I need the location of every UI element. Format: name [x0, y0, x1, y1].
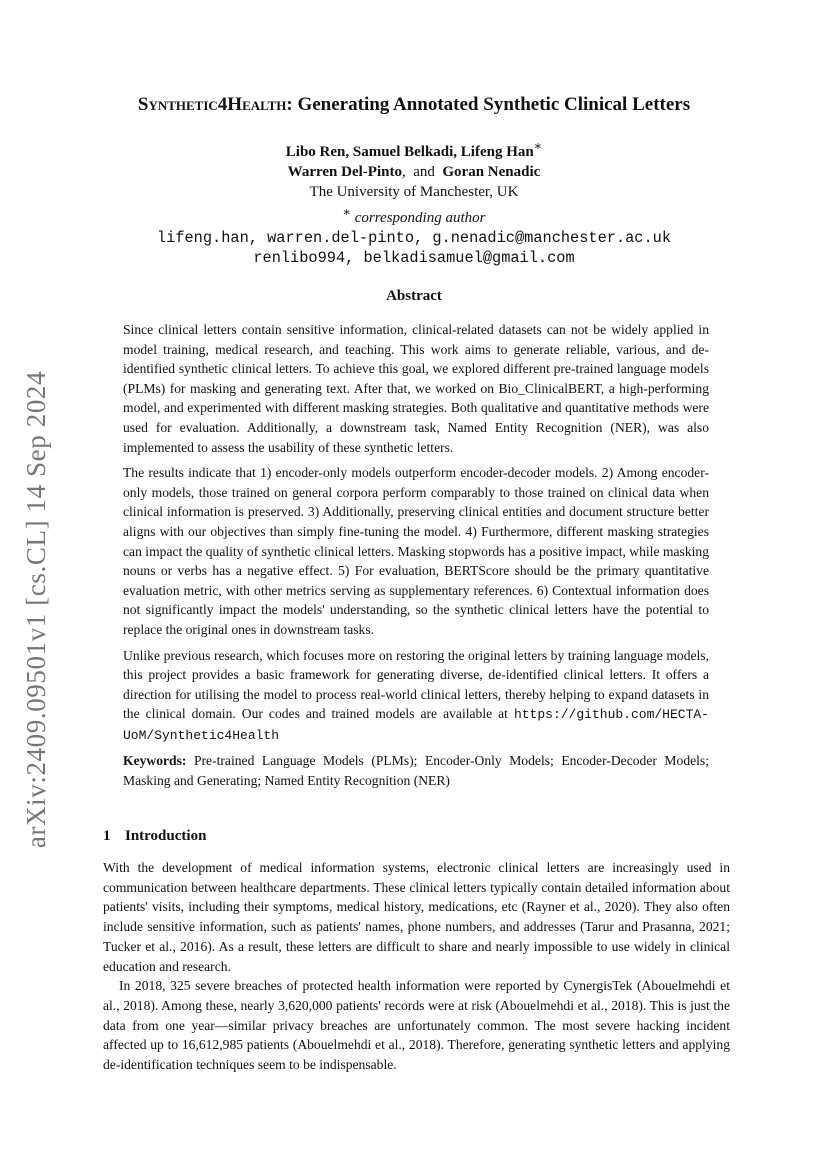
- author-line-2: [0, 162, 828, 182]
- abstract-paragraph-3: [123, 646, 709, 746]
- abstract-paragraph-2: The results indicate that 1) encoder-only models outperform encoder-decoder models. 2) Among encoder-only models, those trained on general corpora perform comparably to those trained on clinical data when clinical information is preserved. 3) Additionally, preserving clinical entities and document structure better aligns with our objectives than simply fine-tuning the model. 4) Furthermore, different masking strategies can impact the quality of synthetic clinical letters. Masking stopwords has a positive impact, while masking nouns or verbs has a negative effect. 5) For evaluation, BERTScore should be the primary quantitative evaluation metric, with other metrics serving as supplementary references. 6) Contextual information does not significantly impact the models' understanding, so the synthetic clinical letters have the potential to replace the original ones in downstream tasks.: [123, 465, 709, 637]
- author-name-nenadic: Goran Nenadic: [442, 164, 541, 180]
- title-rest: : Generating Annotated Synthetic Clinical Letters: [286, 94, 691, 115]
- keywords-list: Pre-trained Language Models (PLMs); Encoder-Only Models; Encoder-Decoder Models; Masking and Generating; Named Entity Recognition (NER): [123, 753, 709, 789]
- section-number: 1: [103, 828, 111, 844]
- abstract-body: [123, 320, 709, 797]
- arxiv-identifier-text: arXiv:2409.09501v1 [cs.CL] 14 Sep 2024: [21, 370, 52, 848]
- keywords-label: Keywords:: [123, 753, 187, 769]
- corresponding-note-mark: ∗: [342, 205, 352, 219]
- abstract-paragraph-1: Since clinical letters contain sensitive information, clinical-related datasets can not be widely applied in model training, medical research, and teaching. This work aims to generate reliable, various, and de-identified synthetic clinical letters. To achieve this goal, we explored different pre-trained language models (PLMs) for masking and generating text. After that, we worked on Bio_ClinicalBERT, a high-performing model, and experimented with different masking strategies. Both qualitative and quantitative methods were used for evaluation. Additionally, a downstream task, Named Entity Recognition (NER), was also implemented to assess the usability of these synthetic letters.: [123, 322, 709, 455]
- section-title: Introduction: [125, 828, 207, 844]
- keywords: [123, 751, 709, 790]
- author-names-1: Libo Ren, Samuel Belkadi, Lifeng Han: [285, 144, 534, 160]
- github-link[interactable]: https://github.com/HECTA-UoM/Synthetic4Health: [123, 707, 709, 743]
- author-line-1: [0, 136, 828, 162]
- introduction-body: [103, 858, 730, 1075]
- intro-paragraph-2: In 2018, 325 severe breaches of protected health information were reported by CynergisTek (Abouelmehdi et al., 2018). Among these, nearly 3,620,000 patients' records were at risk (Abouelmehdi et al., 2018). This is just the data from one year—similar privacy breaches are unfortunately common. The most severe hacking incident affected up to 16,612,985 patients (Abouelmehdi et al., 2018). Therefore, generating synthetic letters and applying de-identification techniques seem to be indispensable.: [103, 978, 730, 1073]
- author-name-del-pinto: Warren Del-Pinto: [287, 164, 402, 180]
- corresponding-mark: ∗: [533, 139, 543, 153]
- abstract-heading: Abstract: [386, 288, 442, 304]
- corresponding-note: [0, 202, 828, 228]
- arxiv-identifier: [22, 368, 52, 850]
- email-line-2: renlibo994, belkadisamuel@gmail.com: [253, 249, 575, 267]
- section-heading-introduction: [103, 828, 206, 845]
- corresponding-note-text: corresponding author: [351, 210, 486, 226]
- author-separator: , and: [401, 164, 443, 180]
- affiliation: The University of Manchester, UK: [309, 184, 519, 200]
- author-block: [0, 136, 828, 268]
- intro-paragraph-1: With the development of medical information systems, electronic clinical letters are increasingly used in communication between healthcare departments. These clinical letters typically contain detailed information about patients' visits, including their symptoms, medical history, medications, etc (Rayner et al., 2020). They also often include sensitive information, such as patients' names, phone numbers, and addresses (Tarur and Prasanna, 2021; Tucker et al., 2016). As a result, these letters are difficult to share and nearly impossible to use widely in clinical education and research.: [103, 860, 730, 974]
- abstract-paragraph-3-text: Unlike previous research, which focuses more on restoring the original letters by training language models, this project provides a basic framework for generating diverse, de-identified clinical letters. It offers a direction for utilising the model to process real-world clinical letters, thereby helping to expand datasets in the clinical domain. Our codes and trained models are available at: [123, 647, 709, 722]
- email-line-1: lifeng.han, warren.del-pinto, g.nenadic@manchester.ac.uk: [156, 229, 672, 247]
- paper-title: [0, 94, 828, 116]
- title-project-name: Synthetic4Health: [137, 94, 287, 115]
